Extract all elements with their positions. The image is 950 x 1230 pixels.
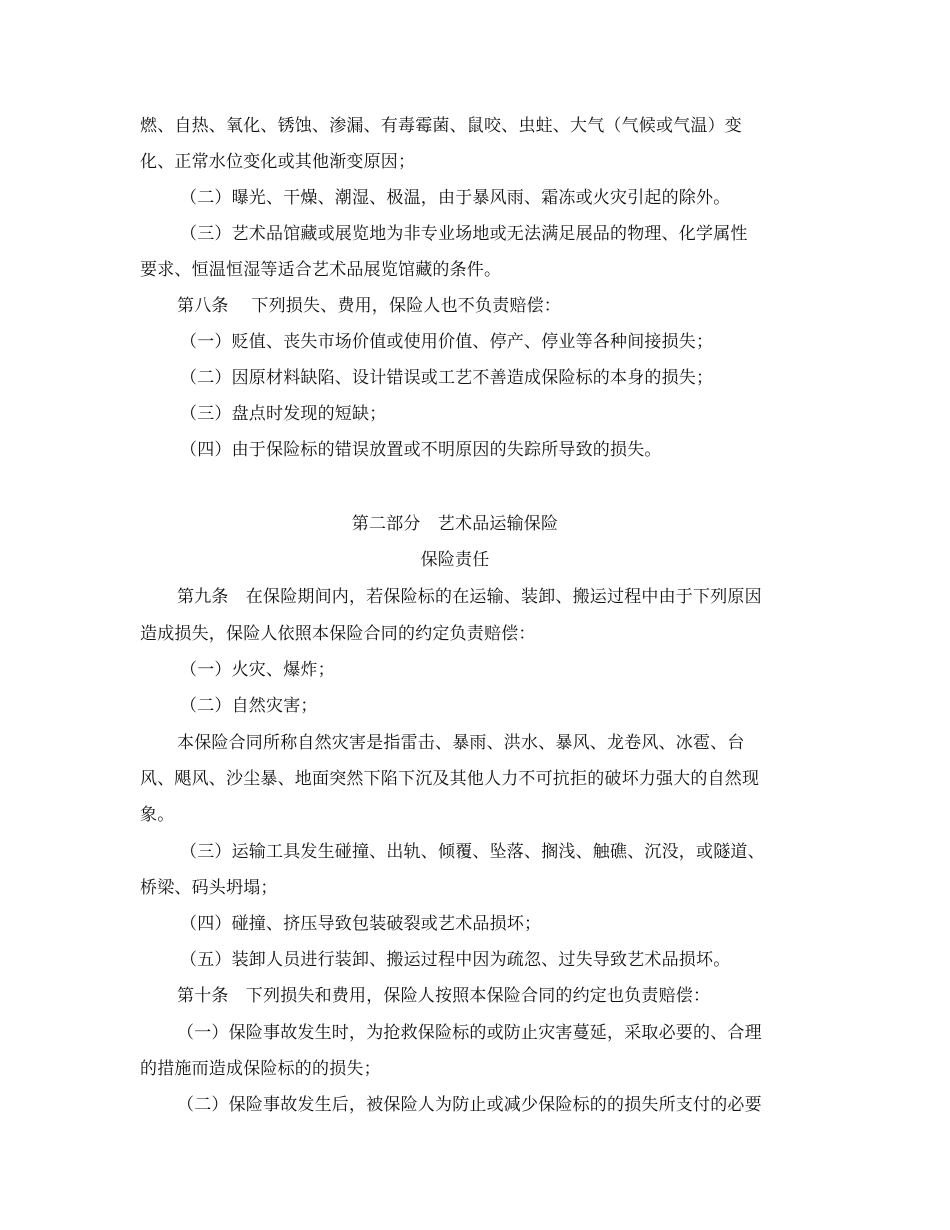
- text-line: （三）运输工具发生碰撞、出轨、倾覆、坠落、搁浅、触礁、沉没，或隧道、: [180, 842, 765, 862]
- text-line: （四）由于保险标的错误放置或不明原因的失踪所导致的损失。: [180, 440, 662, 460]
- text-line: （三）艺术品馆藏或展览地为非专业场地或无法满足展品的物理、化学属性: [180, 224, 748, 244]
- text-line: （四）碰撞、挤压导致包装破裂或艺术品损坏；: [180, 914, 542, 934]
- text-line: （三）盘点时发现的短缺；: [180, 404, 387, 424]
- text-line: 造成损失，保险人依照本保险合同的约定负责赔偿：: [140, 624, 536, 644]
- section-title: 第二部分 艺术品运输保险: [351, 514, 559, 534]
- text-line: 燃、自热、氧化、锈蚀、渗漏、有毒霉菌、鼠咬、虫蛀、大气（气候或气温）变: [140, 116, 742, 136]
- article-10-heading: 第十条 下列损失和费用，保险人按照本保险合同的约定也负责赔偿：: [177, 986, 711, 1006]
- text-line: （二）自然灾害；: [180, 696, 318, 716]
- text-line: （二）曝光、干燥、潮湿、极温，由于暴风雨、霜冻或火灾引起的除外。: [180, 188, 731, 208]
- text-line: 桥梁、码头坍塌；: [140, 878, 278, 898]
- article-9-heading: 第九条 在保险期间内，若保险标的在运输、装卸、搬运过程中由于下列原因: [177, 587, 762, 607]
- text-line: 本保险合同所称自然灾害是指雷击、暴雨、洪水、暴风、龙卷风、冰雹、台: [177, 733, 745, 753]
- article-8-heading: 第八条 下列损失、费用，保险人也不负责赔偿：: [177, 296, 562, 316]
- text-line: （一）保险事故发生时，为抢救保险标的或防止灾害蔓延，采取必要的、合理: [177, 1023, 762, 1043]
- text-line: （一）火灾、爆炸；: [180, 660, 335, 680]
- text-line: （二）保险事故发生后，被保险人为防止或减少保险标的的损失所支付的必要: [177, 1095, 762, 1115]
- text-line: 化、正常水位变化或其他渐变原因；: [140, 152, 416, 172]
- text-line: （一）贬值、丧失市场价值或使用价值、停产、停业等各种间接损失；: [180, 332, 714, 352]
- section-subtitle: 保险责任: [420, 550, 490, 570]
- text-line: 的措施而造成保险标的的损失；: [140, 1059, 381, 1079]
- text-line: 风、飓风、沙尘暴、地面突然下陷下沉及其他人力不可抗拒的破坏力强大的自然现: [140, 769, 760, 789]
- text-line: 要求、恒温恒湿等适合艺术品展览馆藏的条件。: [140, 260, 502, 280]
- text-line: 象。: [140, 805, 175, 825]
- text-line: （二）因原材料缺陷、设计错误或工艺不善造成保险标的本身的损失；: [180, 368, 714, 388]
- text-line: （五）装卸人员进行装卸、搬运过程中因为疏忽、过失导致艺术品损坏。: [180, 950, 731, 970]
